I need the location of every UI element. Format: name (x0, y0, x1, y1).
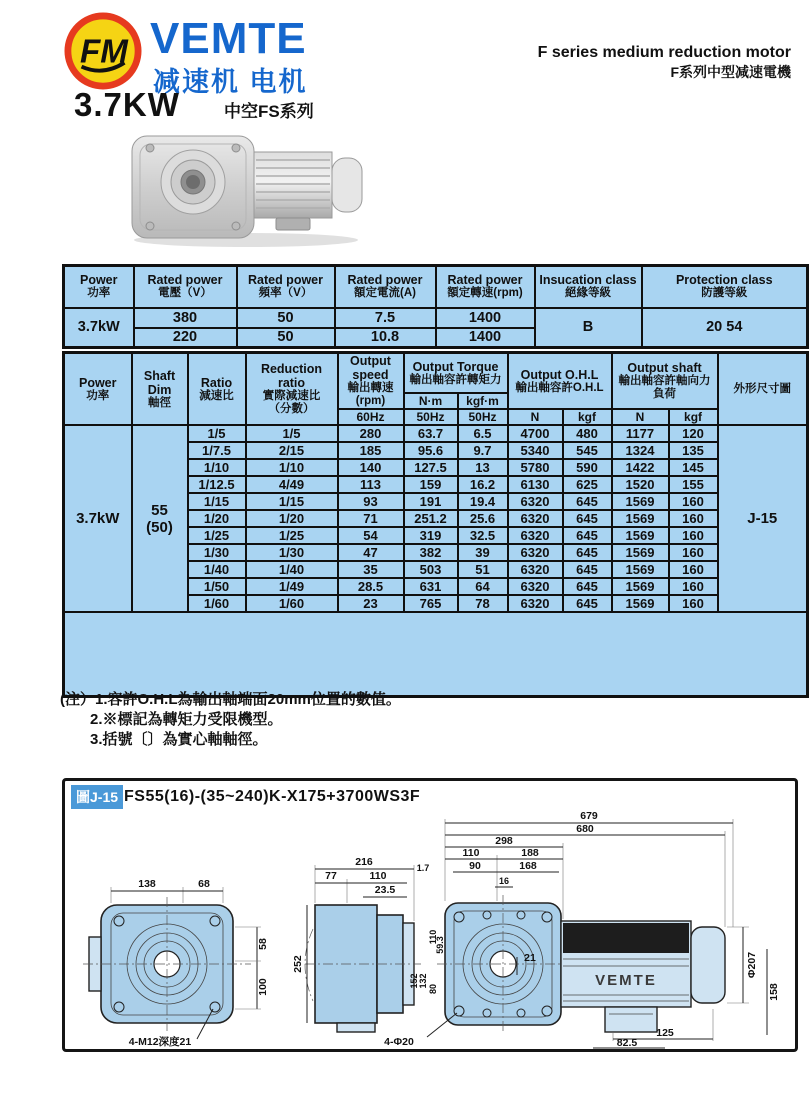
table-cell: 6320 (508, 493, 563, 510)
brand-logo-icon (64, 12, 142, 90)
table-cell: 113 (338, 476, 404, 493)
table-cell: 160 (669, 544, 718, 561)
col-shaft-dim: Shaft Dim 軸徑 (132, 353, 188, 426)
table-cell: 71 (338, 510, 404, 527)
table-cell: 54 (338, 527, 404, 544)
rated-power-table (62, 264, 809, 349)
series-label: 中空FS系列 (224, 102, 314, 121)
table-cell: 19.4 (458, 493, 508, 510)
unit-kgfm: kgf·m (458, 393, 508, 409)
torque-hz-1: 50Hz (404, 409, 458, 425)
col-output-shaft-load: Output shaft 輸出軸容許軸向力負荷 (612, 353, 718, 410)
table-cell: 1/10 (188, 459, 246, 476)
svg-text:16: 16 (498, 876, 510, 886)
shaftload-unit-kgf: kgf (669, 409, 718, 425)
col-current: Rated power 額定電流(A) (335, 266, 436, 308)
svg-text:110: 110 (428, 929, 438, 945)
brand-name: VEMTE (150, 14, 307, 63)
col-power: Power 功率 (64, 266, 134, 308)
ohl-unit-kgf: kgf (563, 409, 612, 425)
svg-text:Φ207: Φ207 (746, 951, 758, 979)
dimension-drawing-panel (62, 778, 798, 1052)
svg-text:68: 68 (198, 878, 210, 890)
svg-text:680: 680 (576, 823, 594, 835)
table-cell: 645 (563, 544, 612, 561)
table-row (64, 425, 808, 442)
table-cell: 1/12.5 (188, 476, 246, 493)
table-cell: 1569 (612, 527, 669, 544)
table-cell: 1422 (612, 459, 669, 476)
table-cell: 1324 (612, 442, 669, 459)
table-cell: 1/60 (188, 595, 246, 612)
svg-text:125: 125 (656, 1027, 674, 1039)
table-cell: 50 (237, 328, 335, 348)
svg-text:4-M12深度21: 4-M12深度21 (128, 1036, 192, 1048)
svg-text:21: 21 (524, 952, 536, 964)
shaft-dim-value: 55 (50) (132, 425, 188, 612)
svg-text:252: 252 (292, 955, 304, 973)
col-insulation: Insucation class 絕緣等級 (535, 266, 642, 308)
table-cell: 39 (458, 544, 508, 561)
table-cell: 1/5 (246, 425, 338, 442)
col-protection: Protection class 防護等級 (642, 266, 808, 308)
shaftload-unit-n: N (612, 409, 669, 425)
empty-band (64, 612, 808, 696)
table-cell: 50 (237, 308, 335, 328)
table-cell: 1400 (436, 328, 535, 348)
table-cell: 590 (563, 459, 612, 476)
power-value: 3.7kW (64, 425, 132, 612)
table-cell: 28.5 (338, 578, 404, 595)
table-cell: 140 (338, 459, 404, 476)
table-cell: 6320 (508, 561, 563, 578)
table-cell: 1569 (612, 510, 669, 527)
table-cell: 765 (404, 595, 458, 612)
table-cell: 1/7.5 (188, 442, 246, 459)
svg-text:132: 132 (418, 973, 428, 989)
drawing-tag: 圖J-15 (71, 785, 123, 809)
table-cell: 135 (669, 442, 718, 459)
svg-text:23.5: 23.5 (374, 884, 396, 896)
col-voltage: Rated power 電壓（V） (134, 266, 237, 308)
col-output-torque: Output Torque 輸出軸容許轉矩力 (404, 353, 508, 394)
col-output-speed: Output speed 輸出轉速(rpm) (338, 353, 404, 410)
table-cell: 120 (669, 425, 718, 442)
table-cell: 1/5 (188, 425, 246, 442)
svg-text:77: 77 (325, 870, 337, 882)
table-cell: 32.5 (458, 527, 508, 544)
col-outline-dim: 外形尺寸圖 (718, 353, 808, 426)
table-cell: 1/50 (188, 578, 246, 595)
svg-text:100: 100 (257, 978, 269, 996)
table-cell: 51 (458, 561, 508, 578)
table-cell: 1/10 (246, 459, 338, 476)
table-cell: 251.2 (404, 510, 458, 527)
svg-text:58: 58 (257, 938, 269, 950)
svg-text:216: 216 (355, 856, 373, 868)
svg-text:4-Φ20: 4-Φ20 (384, 1036, 414, 1048)
spec-table-body (64, 425, 808, 696)
table-cell: 145 (669, 459, 718, 476)
drawing-title (71, 785, 420, 809)
table-cell: 645 (563, 595, 612, 612)
table-cell: 1/15 (188, 493, 246, 510)
technical-drawing (65, 809, 795, 1051)
table-cell: 1/49 (246, 578, 338, 595)
table-cell: 1520 (612, 476, 669, 493)
table-cell: 63.7 (404, 425, 458, 442)
table-cell: 191 (404, 493, 458, 510)
table-cell: 1569 (612, 544, 669, 561)
logo-monogram: FM (80, 33, 128, 71)
brand-subtitle: 减速机 电机 (153, 67, 308, 97)
table-cell: 480 (563, 425, 612, 442)
table-cell: 4/49 (246, 476, 338, 493)
note-line: (注）1.容許O.H.L為輸出軸端面20mm位置的數值。 (60, 691, 401, 708)
speed-hz: 60Hz (338, 409, 404, 425)
table-cell: 16.2 (458, 476, 508, 493)
power-value: 3.7kW (64, 308, 134, 348)
table-cell: 6320 (508, 510, 563, 527)
insulation-class-value: B (535, 308, 642, 348)
table-cell: 159 (404, 476, 458, 493)
table-cell: 23 (338, 595, 404, 612)
table-cell: 503 (404, 561, 458, 578)
table-cell: 6320 (508, 527, 563, 544)
table-cell: 1/20 (246, 510, 338, 527)
table-cell: 1569 (612, 578, 669, 595)
table-cell: 160 (669, 595, 718, 612)
col-speed: Rated power 額定轉速(rpm) (436, 266, 535, 308)
table-cell: 5780 (508, 459, 563, 476)
torque-hz-2: 50Hz (458, 409, 508, 425)
table-cell: 625 (563, 476, 612, 493)
table-cell: 160 (669, 527, 718, 544)
table-cell: 6.5 (458, 425, 508, 442)
table-cell: 10.8 (335, 328, 436, 348)
table-header-row (64, 266, 808, 308)
svg-text:59.3: 59.3 (435, 936, 445, 954)
front-view (83, 878, 269, 1048)
table-cell: 1/60 (246, 595, 338, 612)
footnotes (60, 690, 580, 750)
table-cell: 7.5 (335, 308, 436, 328)
svg-text:679: 679 (580, 810, 598, 822)
table-cell: 380 (134, 308, 237, 328)
table-row (64, 612, 808, 696)
table-cell: 160 (669, 561, 718, 578)
table-cell: 5340 (508, 442, 563, 459)
table-cell: 93 (338, 493, 404, 510)
table-cell: 1/25 (246, 527, 338, 544)
table-cell: 382 (404, 544, 458, 561)
table-cell: 1/40 (188, 561, 246, 578)
table-cell: 95.6 (404, 442, 458, 459)
svg-text:168: 168 (519, 860, 537, 872)
table-cell: 645 (563, 510, 612, 527)
protection-class-value: 20 54 (642, 308, 808, 348)
svg-text:1.7: 1.7 (416, 863, 430, 873)
svg-text:152: 152 (409, 973, 419, 989)
table-cell: 1569 (612, 595, 669, 612)
table-cell: 220 (134, 328, 237, 348)
product-photo (126, 122, 370, 250)
table-cell: 25.6 (458, 510, 508, 527)
outline-dim-value: J-15 (718, 425, 808, 612)
col-ratio: Ratio 減速比 (188, 353, 246, 426)
svg-text:158: 158 (768, 983, 780, 1001)
svg-text:110: 110 (462, 847, 480, 859)
table-cell: 1400 (436, 308, 535, 328)
table-cell: 35 (338, 561, 404, 578)
col-power: Power 功率 (64, 353, 132, 426)
table-cell: 127.5 (404, 459, 458, 476)
series-title-en: F series medium reduction motor (537, 44, 791, 61)
table-cell: 2/15 (246, 442, 338, 459)
unit-nm: N·m (404, 393, 458, 409)
table-cell: 545 (563, 442, 612, 459)
table-cell: 6320 (508, 578, 563, 595)
col-reduction-ratio: Reduction ratio 實際減速比 （分數） (246, 353, 338, 426)
table-cell: 13 (458, 459, 508, 476)
note-line: 2.※標記為轉矩力受限機型。 (90, 711, 283, 728)
table-cell: 645 (563, 578, 612, 595)
table-cell: 9.7 (458, 442, 508, 459)
table-cell: 160 (669, 578, 718, 595)
table-cell: 64 (458, 578, 508, 595)
col-frequency: Rated power 頻率（V） (237, 266, 335, 308)
svg-text:188: 188 (521, 847, 539, 859)
assembly-view (384, 810, 780, 1049)
table-cell: 645 (563, 561, 612, 578)
reduction-spec-table (62, 351, 809, 698)
table-cell: 6130 (508, 476, 563, 493)
series-title-zh: F系列中型减速電機 (670, 64, 791, 80)
ohl-unit-n: N (508, 409, 563, 425)
table-cell: 1/25 (188, 527, 246, 544)
table-cell: 160 (669, 493, 718, 510)
svg-text:138: 138 (138, 878, 156, 890)
note-line: 3.括號〔〕為實心軸軸徑。 (90, 731, 268, 748)
table-cell: 1/30 (188, 544, 246, 561)
table-cell: 6320 (508, 544, 563, 561)
svg-text:298: 298 (495, 835, 513, 847)
table-cell: 78 (458, 595, 508, 612)
table-cell: 185 (338, 442, 404, 459)
table-cell: 1/20 (188, 510, 246, 527)
table-cell: 645 (563, 493, 612, 510)
table-cell: 280 (338, 425, 404, 442)
drawing-model-code: FS55(16)-(35~240)K-X175+3700WS3F (124, 788, 421, 805)
table-cell: 1/15 (246, 493, 338, 510)
table-cell: 1/40 (246, 561, 338, 578)
svg-text:82.5: 82.5 (616, 1037, 638, 1049)
table-cell: 47 (338, 544, 404, 561)
col-output-ohl: Output O.H.L 輸出軸容許O.H.L (508, 353, 612, 410)
table-cell: 4700 (508, 425, 563, 442)
svg-text:80: 80 (428, 983, 438, 995)
svg-text:90: 90 (469, 860, 481, 872)
table-cell: 1/30 (246, 544, 338, 561)
svg-text:110: 110 (369, 870, 387, 882)
table-cell: 155 (669, 476, 718, 493)
table-cell: 1177 (612, 425, 669, 442)
table-cell: 319 (404, 527, 458, 544)
side-view (292, 856, 429, 1032)
table-header-row (64, 353, 808, 394)
table-cell: 1569 (612, 561, 669, 578)
table-cell: 6320 (508, 595, 563, 612)
table-cell: 631 (404, 578, 458, 595)
motor-brand-label: VEMTE (595, 972, 657, 989)
table-cell: 645 (563, 527, 612, 544)
table-cell: 160 (669, 510, 718, 527)
power-rating-title: 3.7KW (74, 86, 180, 123)
table-row (64, 308, 808, 328)
table-cell: 1569 (612, 493, 669, 510)
